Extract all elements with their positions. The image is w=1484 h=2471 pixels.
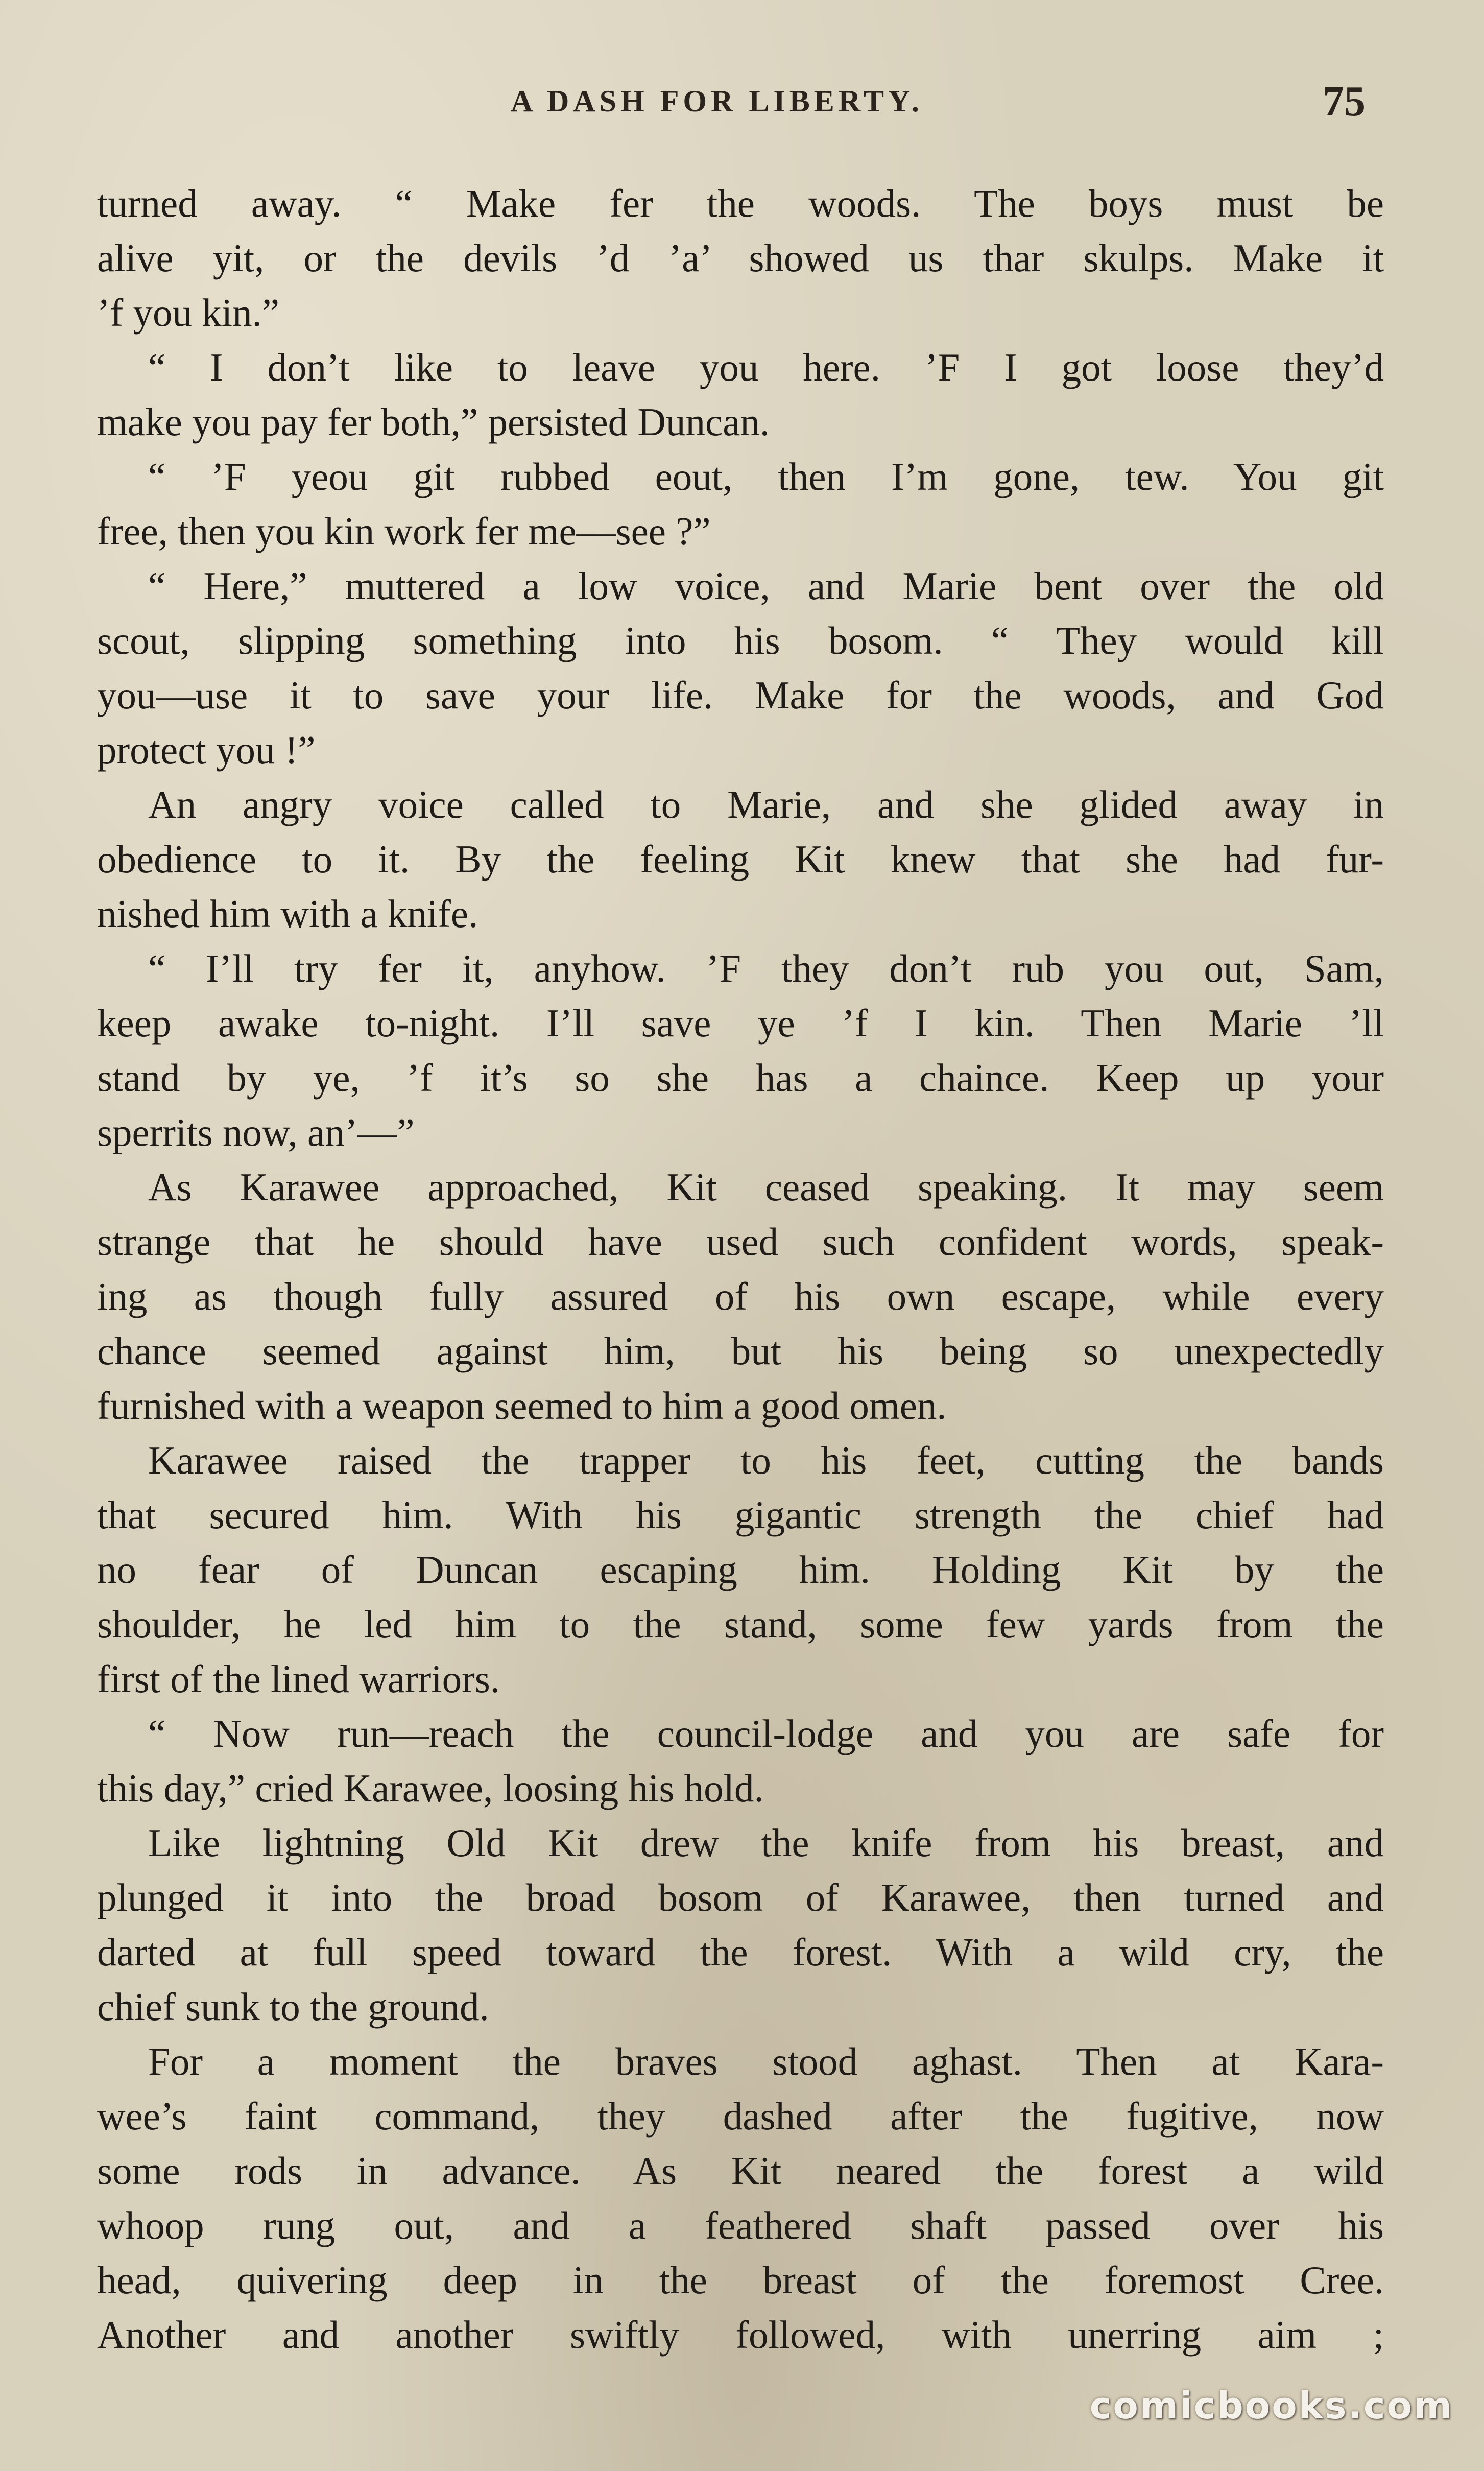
text-line: strange that he should have used such confident words, speak- (97, 1220, 1384, 1264)
text-line: keep awake to-night. I’ll save ye ’f I kin. Then Marie ’ll (97, 1001, 1384, 1045)
text-line: furnished with a weapon seemed to him a good omen. (97, 1384, 947, 1428)
text-line: “ I don’t like to leave you here. ’F I got loose they’d (148, 345, 1384, 389)
text-line: “ Now run—reach the council-lodge and you are safe for (148, 1712, 1384, 1755)
text-line: ing as though fully assured of his own escape, while every (97, 1274, 1384, 1318)
text-line: “ I’ll try fer it, anyhow. ’F they don’t rub you out, Sam, (148, 946, 1384, 990)
text-line: wee’s faint command, they dashed after the fugitive, now (97, 2094, 1384, 2138)
text-line: shoulder, he led him to the stand, some few yards from the (97, 1602, 1384, 1646)
watermark: comicbooks.com (1089, 2384, 1453, 2427)
text-line: first of the lined warriors. (97, 1657, 500, 1701)
text-line: As Karawee approached, Kit ceased speaking. It may seem (148, 1165, 1384, 1209)
text-line: chance seemed against him, but his being so unexpectedly (97, 1329, 1384, 1373)
text-line: free, then you kin work fer me—see ?” (97, 509, 711, 553)
text-line: whoop rung out, and a feathered shaft passed over his (97, 2203, 1384, 2247)
text-line: “ ’F yeou git rubbed eout, then I’m gone, tew. You git (148, 455, 1384, 498)
text-line: For a moment the braves stood aghast. Then at Kara- (148, 2039, 1384, 2083)
text-line: scout, slipping something into his bosom. “ They would kill (97, 619, 1384, 662)
text-line: make you pay fer both,” persisted Duncan. (97, 400, 770, 444)
text-line: sperrits now, an’—” (97, 1110, 415, 1154)
text-line: darted at full speed toward the forest. With a wild cry, the (97, 1930, 1384, 1974)
text-line: nished him with a knife. (97, 892, 478, 936)
text-line: protect you !” (97, 728, 316, 772)
text-line: alive yit, or the devils ’d ’a’ showed us thar skulps. Make it (97, 236, 1384, 280)
text-line: Like lightning Old Kit drew the knife from his breast, and (148, 1821, 1384, 1865)
text-line: turned away. “ Make fer the woods. The boys must be (97, 181, 1384, 225)
running-head (0, 77, 1484, 123)
page-number: 75 (1323, 78, 1366, 125)
text-line: that secured him. With his gigantic strength the chief had (97, 1493, 1384, 1537)
text-line: some rods in advance. As Kit neared the forest a wild (97, 2149, 1384, 2193)
text-line: ’f you kin.” (97, 291, 280, 335)
body-text (97, 176, 1384, 2362)
text-line: head, quivering deep in the breast of the foremost Cree. (97, 2258, 1384, 2302)
text-line: Karawee raised the trapper to his feet, cutting the bands (148, 1438, 1384, 1482)
text-line: chief sunk to the ground. (97, 1985, 489, 2029)
text-line: stand by ye, ’f it’s so she has a chaince. Keep up your (97, 1056, 1384, 1100)
text-line: An angry voice called to Marie, and she glided away in (148, 782, 1384, 826)
text-line: plunged it into the broad bosom of Karawee, then turned and (97, 1875, 1384, 1919)
text-line: no fear of Duncan escaping him. Holding Kit by the (97, 1548, 1384, 1591)
running-title: A DASH FOR LIBERTY. (511, 84, 923, 118)
text-line: obedience to it. By the feeling Kit knew that she had fur- (97, 837, 1384, 881)
text-line: Another and another swiftly followed, with unerring aim ; (97, 2313, 1384, 2357)
text-line: this day,” cried Karawee, loosing his hold. (97, 1766, 764, 1810)
text-line: you—use it to save your life. Make for the woods, and God (97, 673, 1384, 717)
text-line: “ Here,” muttered a low voice, and Marie bent over the old (148, 564, 1384, 608)
